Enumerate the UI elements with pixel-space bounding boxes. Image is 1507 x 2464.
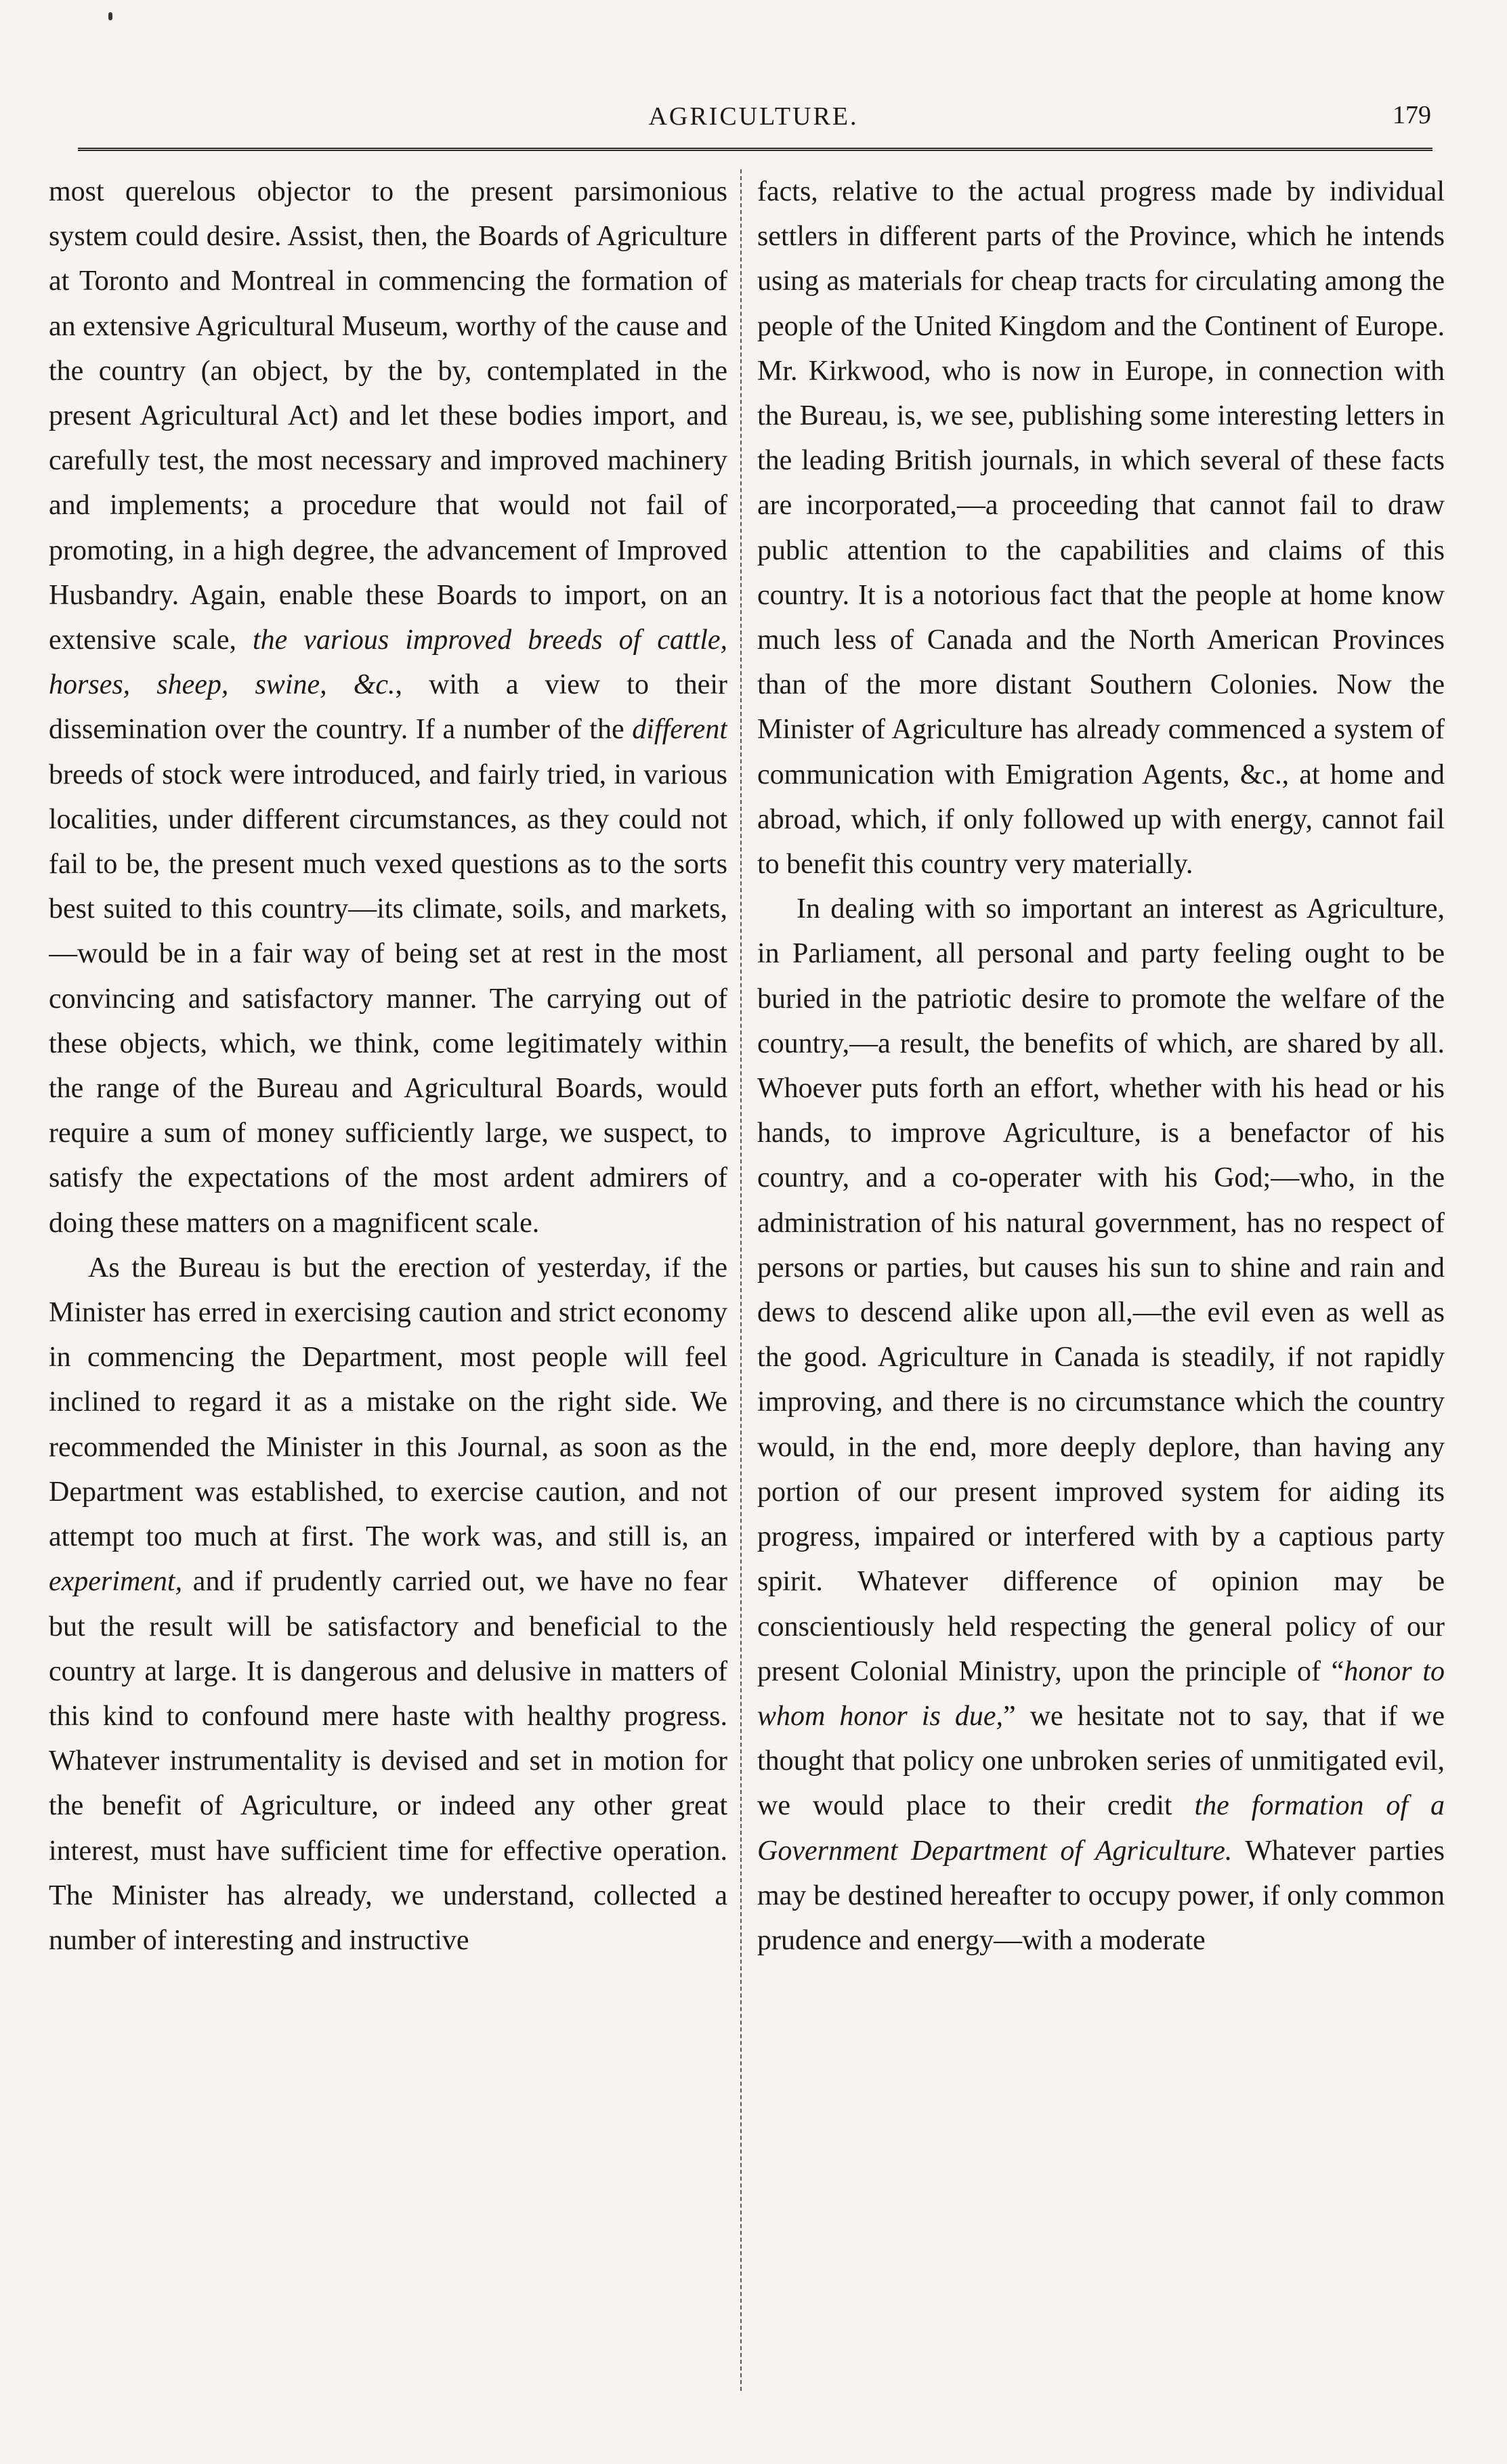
- ink-speck: [108, 12, 112, 20]
- text-run: most querelous objector to the present parsimonious system could desire. Assist, then, the Boards of Agriculture at Toronto and Montreal in commencing the formation of an extensive Agricultural Museum, worthy of the cause and the country (an object, by the by, contemplated in the present Agricultural Act) and let these bodies import, and carefully test, the most necessary and improved machinery and implements; a procedure that would not fail of promoting, in a high degree, the advancement of Improved Husbandry. Again, enable these Boards to import, on an extensive scale,: [49, 176, 727, 656]
- italic-text: honor to whom honor is due,: [757, 1655, 1445, 1732]
- text-run: ” we hesitate not to say, that if we thought that policy one unbroken series of unmitigated evil, we would place to their credit: [757, 1700, 1445, 1822]
- text-run: As the Bureau is but the erection of yesterday, if the Minister has erred in exercising caution and strict economy in commencing the Department, most people will feel inclined to regard it as a mistake on the right side. We recommended the Minister in this Journal, as soon as the Department was established, to exercise caution, and not attempt too much at first. The work was, and still is, an: [49, 1252, 727, 1553]
- paragraph: [49, 1246, 727, 1963]
- paragraph: [49, 169, 727, 1246]
- left-column: [49, 169, 727, 2411]
- text-run: In dealing with so important an interest as Agriculture, in Parliament, all personal and party feeling ought to be buried in the patriotic desire to promote the welfare of the country,—a result, the benefits of which, are shared by all. Whoever puts forth an effort, whether with his head or his hands, to improve Agriculture, is a benefactor of his country, and a co-operater with his God;—who, in the administration of his natural government, has no respect of persons or parties, but causes his sun to shine and rain and dews to descend alike upon all,—the evil even as well as the good. Agriculture in Canada is steadily, if not rapidly improving, and there is no circumstance which the country would, in the end, more deeply deplore, than having any portion of our present improved system for aiding its progress, impaired or interfered with by a captious party spirit. Whatever difference of opinion may be conscientiously held respecting the general policy of our present Colonial Ministry, upon the principle of “: [757, 893, 1445, 1687]
- text-run: , with a view to their dissemination over the country. If a number of the: [49, 669, 727, 746]
- column-divider: [740, 169, 742, 2391]
- text-run: facts, relative to the actual progress made by individual settlers in different parts of the Province, which he intends using as materials for cheap tracts for circulating among the people of the United Kingdom and the Continent of Europe. Mr. Kirkwood, who is now in Europe, in connection with the Bureau, is, we see, publishing some interesting letters in the leading British journals, in which several of these facts are incorporated,—a proceeding that cannot fail to draw public attention to the capabilities and claims of this country. It is a notorious fact that the people at home know much less of Canada and the North American Provinces than of the more distant Southern Colonies. Now the Minister of Agriculture has already commenced a system of communication with Emigration Agents, &c., at home and abroad, which, if only followed up with energy, cannot fail to benefit this country very materially.: [757, 176, 1445, 880]
- italic-text: the formation of a Government Department of Agriculture.: [757, 1790, 1445, 1867]
- italic-text: the various improved breeds of cattle, horses, sheep, swine, &c.: [49, 624, 727, 701]
- paragraph: [757, 169, 1445, 887]
- running-title: AGRICULTURE.: [648, 102, 859, 131]
- page-number: 179: [1393, 101, 1431, 129]
- right-column: [757, 169, 1445, 2411]
- text-run: and if prudently carried out, we have no fear but the result will be satisfactory and beneficial to the country at large. It is dangerous and delusive in matters of this kind to confound mere haste with healthy progress. Whatever instrumentality is devised and set in motion for the benefit of Agriculture, or indeed any other great interest, must have sufficient time for effective operation. The Minister has already, we understand, collected a number of interesting and instructive: [49, 1566, 727, 1956]
- text-run: breeds of stock were introduced, and fairly tried, in various localities, under different circumstances, as they could not fail to be, the present much vexed questions as to the sorts best suited to this country—its climate, soils, and markets,—would be in a fair way of being set at rest in the most convincing and satisfactory manner. The carrying out of these objects, which, we think, come legitimately within the range of the Bureau and Agricultural Boards, would require a sum of money sufficiently large, we suspect, to satisfy the expectations of the most ardent admirers of doing these matters on a magnificent scale.: [49, 759, 727, 1239]
- header-rule: [78, 148, 1432, 151]
- italic-text: different: [632, 714, 727, 746]
- text-run: Whatever parties may be destined hereafter to occupy power, if only common prudence and energy—with a moderate: [757, 1835, 1445, 1956]
- italic-text: experiment,: [49, 1566, 183, 1598]
- paragraph: [757, 887, 1445, 1963]
